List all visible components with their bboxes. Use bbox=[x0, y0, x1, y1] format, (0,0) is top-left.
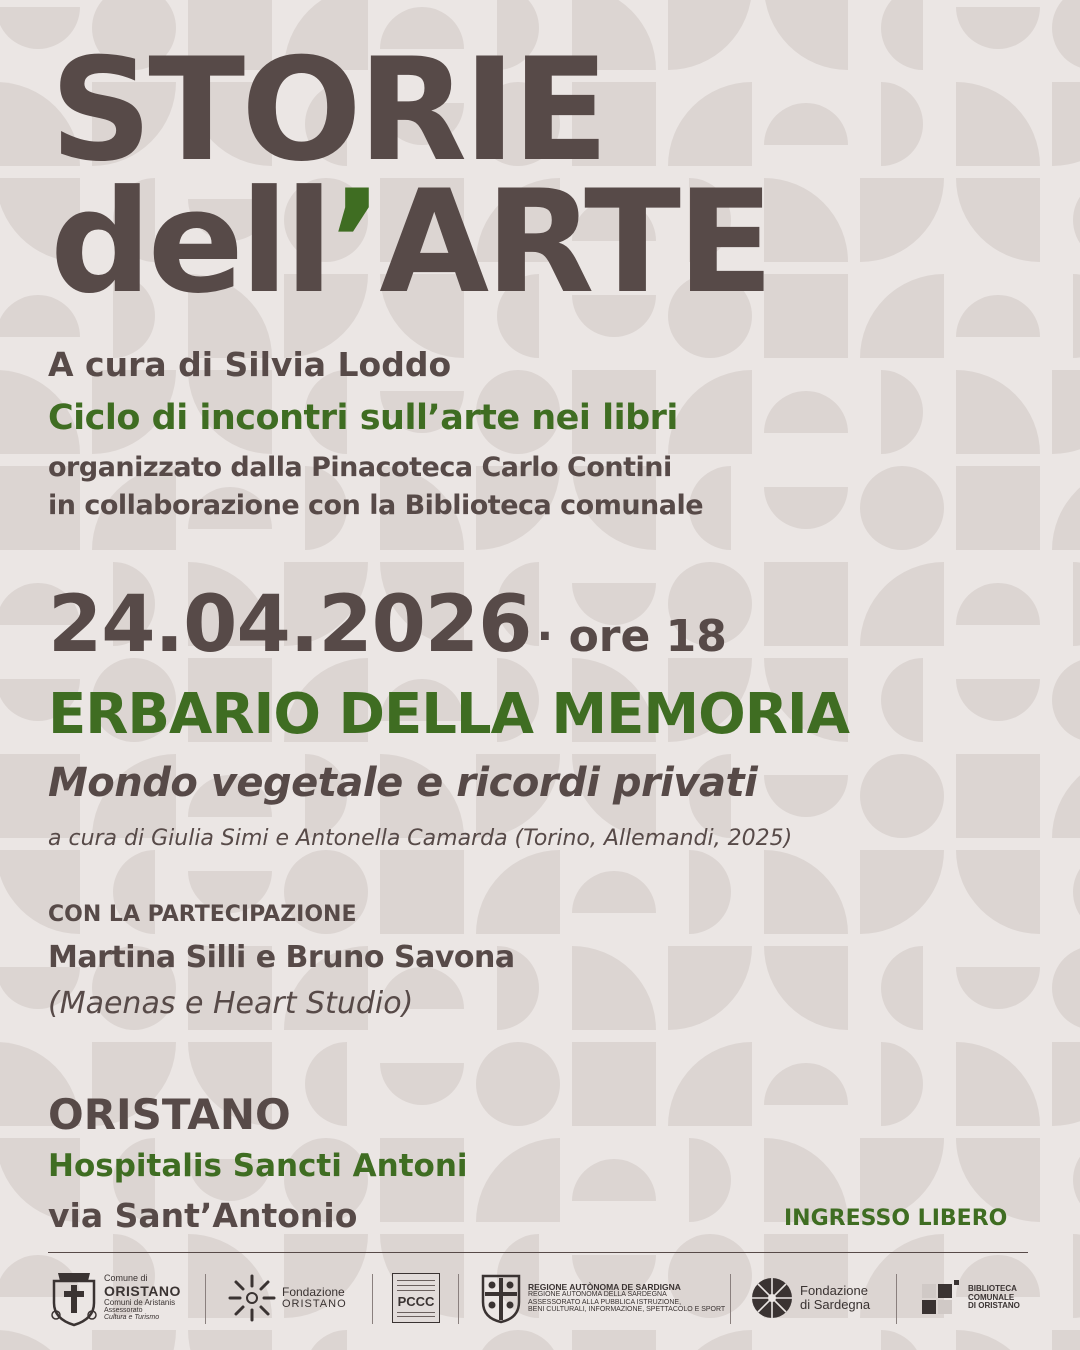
biblioteca-line1: BIBLIOTECA bbox=[968, 1284, 1017, 1294]
event-time: · ore 18 bbox=[536, 611, 727, 662]
fondazione-sardegna-line1: Fondazione bbox=[800, 1283, 868, 1299]
venue-street: via Sant’Antonio bbox=[48, 1196, 358, 1235]
footer-divider bbox=[48, 1252, 1028, 1253]
organizer-line1: organizzato dalla Pinacoteca Carlo Contini bbox=[48, 452, 672, 483]
admission-note: INGRESSO LIBERO bbox=[784, 1206, 1008, 1231]
logo-fondazione-sardegna bbox=[750, 1268, 870, 1328]
biblioteca-line2: COMUNALE bbox=[968, 1292, 1015, 1302]
venue-place: Hospitalis Sancti Antoni bbox=[48, 1148, 468, 1184]
logo-comune-oristano bbox=[48, 1268, 181, 1328]
comune-line2: ORISTANO bbox=[104, 1282, 181, 1299]
pccc-emblem bbox=[392, 1273, 440, 1323]
poster-title-line2 bbox=[50, 160, 770, 325]
fondazione-sardegna-line2: di Sardegna bbox=[800, 1297, 871, 1312]
coat-of-arms-icon bbox=[48, 1269, 100, 1327]
participation-label: CON LA PARTECIPAZIONE bbox=[48, 902, 357, 927]
book-credits: a cura di Giulia Simi e Antonella Camarda (Torino, Allemandi, 2025) bbox=[48, 826, 793, 851]
pccc-text: PCCC bbox=[397, 1294, 435, 1309]
fan-circle-icon bbox=[750, 1276, 794, 1320]
star-burst-icon bbox=[226, 1272, 278, 1324]
comune-line5: Cultura e Turismo bbox=[104, 1314, 160, 1322]
fondazione-oristano-line1: Fondazione bbox=[282, 1284, 345, 1299]
title-arte: ARTE bbox=[379, 160, 770, 325]
series-subtitle: Ciclo di incontri sull’arte nei libri bbox=[48, 398, 678, 438]
title-apostrophe: ’ bbox=[329, 160, 380, 325]
sardinia-shield-icon bbox=[480, 1272, 522, 1324]
logo-separator bbox=[458, 1274, 459, 1324]
logo-regione-sardegna bbox=[480, 1268, 725, 1328]
comune-line4: Assessorato bbox=[104, 1306, 143, 1314]
logo-pccc bbox=[392, 1268, 440, 1328]
comune-line1: Comune di bbox=[104, 1273, 148, 1284]
participant-names: Martina Silli e Bruno Savona bbox=[48, 940, 515, 975]
logo-fondazione-oristano bbox=[226, 1268, 347, 1328]
biblioteca-line3: DI ORISTANO bbox=[968, 1301, 1020, 1311]
event-date: 24.04.2026 bbox=[48, 580, 532, 670]
regione-line3: ASSESSORATO ALLA PUBBLICA ISTRUZIONE, bbox=[528, 1298, 682, 1306]
poster-title-line1: STORIE bbox=[50, 28, 606, 193]
regione-line1: REGIONE AUTÒNOMA DE SARDIGNA bbox=[528, 1281, 681, 1292]
comune-line3: Comuni de Aristanis bbox=[104, 1297, 176, 1307]
title-dell: dell bbox=[50, 160, 330, 325]
organizer-line2: in collaborazione con la Biblioteca comunale bbox=[48, 490, 704, 521]
book-subtitle: Mondo vegetale e ricordi privati bbox=[48, 760, 758, 806]
regione-line4: BENI CULTURALI, INFORMAZIONE, SPETTACOLO E SPORT bbox=[528, 1306, 726, 1314]
logo-separator bbox=[896, 1274, 897, 1324]
curator: A cura di Silvia Loddo bbox=[48, 345, 452, 384]
library-mark-icon bbox=[920, 1278, 960, 1318]
logo-separator bbox=[372, 1274, 373, 1324]
fondazione-oristano-line2: ORISTANO bbox=[282, 1297, 347, 1310]
venue-city: ORISTANO bbox=[48, 1090, 291, 1139]
regione-line2: REGIONE AUTONOMA DELLA SARDEGNA bbox=[528, 1291, 667, 1299]
event-datetime bbox=[48, 580, 727, 670]
logo-separator bbox=[730, 1274, 731, 1324]
logo-separator bbox=[205, 1274, 206, 1324]
logo-biblioteca-oristano bbox=[920, 1268, 1020, 1328]
participant-affiliation: (Maenas e Heart Studio) bbox=[48, 986, 414, 1021]
book-title: ERBARIO DELLA MEMORIA bbox=[48, 682, 850, 747]
